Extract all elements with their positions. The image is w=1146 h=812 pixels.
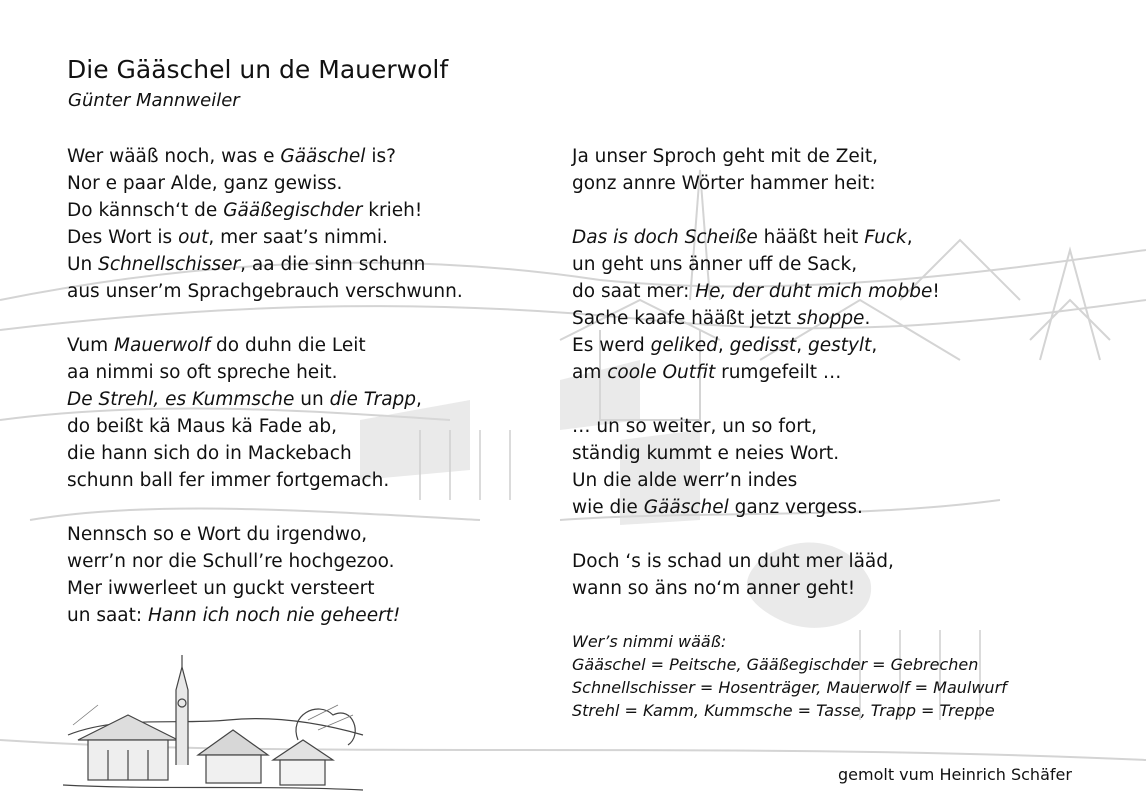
verse-line: wann so äns no‘m anner geht! bbox=[572, 578, 856, 599]
verse-line: Nor e paar Alde, ganz gewiss. bbox=[67, 173, 343, 194]
text-span: Un bbox=[67, 254, 99, 275]
italic-word: Schnellschisser bbox=[98, 254, 241, 275]
text-span: , bbox=[416, 389, 422, 410]
text-span: krieh! bbox=[362, 200, 423, 221]
verse-line bbox=[67, 602, 463, 629]
italic-word: die Trapp bbox=[329, 389, 417, 410]
verse-line bbox=[572, 332, 940, 359]
verse-line bbox=[572, 305, 940, 332]
right-column bbox=[572, 143, 940, 602]
text-span: . bbox=[864, 308, 871, 329]
verse-line bbox=[572, 494, 940, 521]
italic-word: Fuck bbox=[864, 227, 907, 248]
italic-word: gestylt bbox=[807, 335, 872, 356]
italic-word: De Strehl bbox=[67, 389, 154, 410]
poem-author: Günter Mannweiler bbox=[68, 90, 240, 111]
stanza-gap bbox=[67, 494, 463, 521]
italic-word: Gääschel bbox=[643, 497, 729, 518]
glossary-heading: Wer’s nimmi wääß: bbox=[572, 632, 727, 651]
italic-word: es Kummsche bbox=[165, 389, 295, 410]
text-span: is? bbox=[365, 146, 396, 167]
text-span: , bbox=[796, 335, 808, 356]
verse-line: Mer iwwerleet un guckt versteert bbox=[67, 578, 375, 599]
glossary-line: Strehl = Kamm, Kummsche = Tasse, Trapp = Treppe bbox=[572, 701, 995, 720]
verse-line: un geht uns änner uff de Sack, bbox=[572, 254, 858, 275]
verse-line bbox=[67, 386, 463, 413]
italic-word: out bbox=[178, 227, 209, 248]
text-span: un saat: bbox=[67, 605, 149, 626]
stanza-gap bbox=[572, 521, 940, 548]
text-span: Wer wääß noch, was e bbox=[67, 146, 281, 167]
glossary bbox=[572, 630, 1007, 722]
verse-line: Nennsch so e Wort du irgendwo, bbox=[67, 524, 368, 545]
text-span: Sache kaafe hääßt jetzt bbox=[572, 308, 797, 329]
italic-word: coole Outfit bbox=[607, 362, 716, 383]
stanza-gap bbox=[572, 197, 940, 224]
verse-line bbox=[67, 143, 463, 170]
glossary-line: Schnellschisser = Hosenträger, Mauerwolf = Maulwurf bbox=[572, 678, 1007, 697]
text-span: Es werd bbox=[572, 335, 651, 356]
text-span: wie die bbox=[572, 497, 644, 518]
verse-line: werr’n nor die Schull’re hochgezoo. bbox=[67, 551, 395, 572]
verse-line bbox=[572, 278, 940, 305]
verse-line: do beißt kä Maus kä Fade ab, bbox=[67, 416, 337, 437]
text-span: Vum bbox=[67, 335, 115, 356]
text-span: am bbox=[572, 362, 608, 383]
verse-line bbox=[67, 224, 463, 251]
stanza-gap bbox=[572, 386, 940, 413]
text-span: ganz vergess. bbox=[728, 497, 863, 518]
italic-word: shoppe bbox=[796, 308, 865, 329]
text-span: , bbox=[871, 335, 878, 356]
verse-line: Doch ‘s is schad un duht mer lääd, bbox=[572, 551, 894, 572]
text-span: hääßt heit bbox=[757, 227, 865, 248]
verse-line: ständig kummt e neies Wort. bbox=[572, 443, 840, 464]
text-span: rumgefeilt … bbox=[715, 362, 842, 383]
italic-word: Gääßegischder bbox=[223, 200, 363, 221]
verse-line: aus unser’m Sprachgebrauch verschwunn. bbox=[67, 281, 463, 302]
illustrator-credit: gemolt vum Heinrich Schäfer bbox=[838, 765, 1072, 784]
italic-word: Gääschel bbox=[280, 146, 366, 167]
italic-word: , bbox=[153, 389, 166, 410]
italic-word: Mauerwolf bbox=[114, 335, 211, 356]
verse-line: … un so weiter, un so fort, bbox=[572, 416, 817, 437]
verse-line bbox=[67, 251, 463, 278]
text-span: , mer saat’s nimmi. bbox=[208, 227, 388, 248]
verse-line: Ja unser Sproch geht mit de Zeit, bbox=[572, 146, 879, 167]
italic-word: Hann ich noch nie geheert! bbox=[148, 605, 401, 626]
text-span: un bbox=[294, 389, 330, 410]
verse-line bbox=[67, 197, 463, 224]
verse-line bbox=[572, 224, 940, 251]
poem-title: Die Gääschel un de Mauerwolf bbox=[67, 55, 449, 84]
verse-line: gonz annre Wörter hammer heit: bbox=[572, 173, 876, 194]
verse-line bbox=[67, 332, 463, 359]
text-span: , aa die sinn schunn bbox=[240, 254, 426, 275]
verse-line: schunn ball fer immer fortgemach. bbox=[67, 470, 390, 491]
text-span: Do kännsch‘t de bbox=[67, 200, 224, 221]
stanza-gap bbox=[67, 305, 463, 332]
text-span: , bbox=[717, 335, 730, 356]
verse-line: aa nimmi so oft spreche heit. bbox=[67, 362, 338, 383]
verse-line bbox=[572, 359, 940, 386]
text-span: ! bbox=[932, 281, 940, 302]
italic-word: geliked bbox=[650, 335, 718, 356]
italic-word: He, der duht mich mobbe bbox=[695, 281, 933, 302]
italic-word: gedisst bbox=[729, 335, 797, 356]
text-span: Des Wort is bbox=[67, 227, 179, 248]
italic-word: Das is doch Scheiße bbox=[572, 227, 758, 248]
text-span: do duhn die Leit bbox=[210, 335, 366, 356]
left-column bbox=[67, 143, 463, 629]
glossary-line: Gääschel = Peitsche, Gääßegischder = Gebrechen bbox=[572, 655, 979, 674]
verse-line: Un die alde werr’n indes bbox=[572, 470, 798, 491]
text-span: do saat mer: bbox=[572, 281, 696, 302]
text-span: , bbox=[906, 227, 913, 248]
verse-line: die hann sich do in Mackebach bbox=[67, 443, 352, 464]
